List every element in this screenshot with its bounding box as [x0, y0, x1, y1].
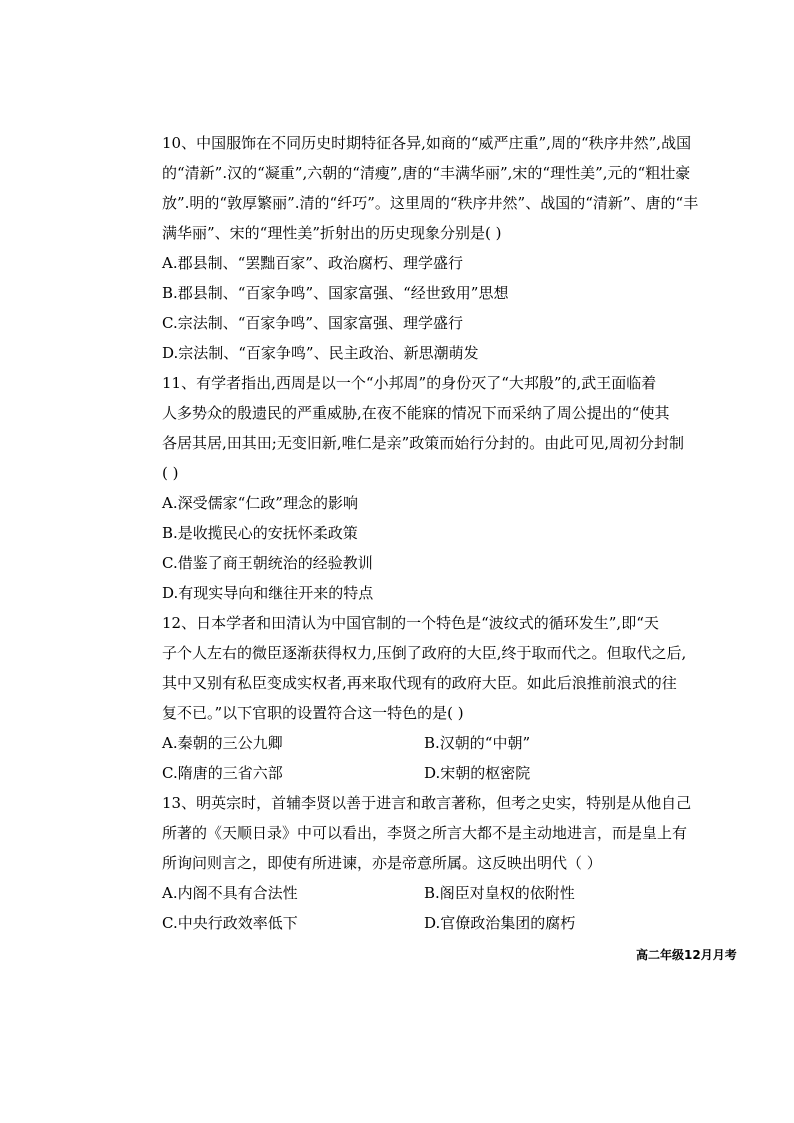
option-c: C.宗法制、“百家争鸣”、国家富强、理学盛行 [162, 314, 464, 332]
option-d: D.有现实导向和继往开来的特点 [162, 584, 374, 602]
question-stem-line: 放”.明的“敦厚繁丽”.清的“纤巧”。这里周的“秩序井然”、战国的“清新”、唐的“丰 [162, 194, 699, 212]
question-13 [162, 788, 722, 938]
option-d: D.宋朝的枢密院 [424, 764, 531, 782]
option-row [162, 908, 722, 938]
question-12 [162, 608, 722, 788]
question-stem-line: 13、明英宗时，首辅李贤以善于进言和敢言著称，但考之史实，特别是从他自己 [162, 794, 692, 812]
option-c: C.借鉴了商王朝统治的经验教训 [162, 554, 373, 572]
option-a: A.秦朝的三公九卿 [162, 734, 283, 752]
option-b: B.是收揽民心的安抚怀柔政策 [162, 524, 358, 542]
question-stem-line: 所询问则言之，即使有所进谏，亦是帝意所属。这反映出明代（ ） [162, 854, 602, 872]
question-stem-line: 满华丽”、宋的“理性美”折射出的历史现象分别是( ) [162, 224, 502, 242]
question-stem-line: 人多势众的殷遗民的严重威胁,在夜不能寐的情况下而采纳了周公提出的“使其 [162, 404, 670, 422]
option-a: A.内阁不具有合法性 [162, 884, 298, 902]
question-stem-line: 复不已。”以下官职的设置符合这一特色的是( ) [162, 704, 464, 722]
option-row [162, 758, 722, 788]
option-b: B.汉朝的“中朝” [424, 734, 531, 752]
question-stem-line: 所著的《天顺日录》中可以看出，李贤之所言大都不是主动地进言，而是皇上有 [162, 824, 688, 842]
option-c: C.隋唐的三省六部 [162, 764, 283, 782]
option-c: C.中央行政效率低下 [162, 914, 298, 932]
option-a: A.郡县制、“罢黜百家”、政治腐朽、理学盛行 [162, 254, 463, 272]
option-d: D.官僚政治集团的腐朽 [424, 914, 576, 932]
exam-content [162, 128, 722, 938]
question-stem-line: ( ) [162, 464, 179, 482]
question-stem-line: 子个人左右的微臣逐渐获得权力,压倒了政府的大臣,终于取而代之。但取代之后, [162, 644, 687, 662]
question-stem-line: 其中又别有私臣变成实权者,再来取代现有的政府大臣。如此后浪推前浪式的往 [162, 674, 677, 692]
option-row [162, 728, 722, 758]
question-stem-line: 的“清新”.汉的“凝重”,六朝的“清瘦”,唐的“丰满华丽”,宋的“理性美”,元的“粗壮豪 [162, 164, 691, 182]
question-10 [162, 128, 722, 368]
option-d: D.宗法制、“百家争鸣”、民主政治、新思潮萌发 [162, 344, 479, 362]
question-stem-line: 12、日本学者和田清认为中国官制的一个特色是“波纹式的循环发生”,即“天 [162, 614, 659, 632]
question-11 [162, 368, 722, 608]
question-stem-line: 11、有学者指出,西周是以一个“小邦周”的身份灭了“大邦殷”的,武王面临着 [162, 374, 657, 392]
option-row [162, 878, 722, 908]
question-stem-line: 各居其居,田其田;无变旧新,唯仁是亲”政策而始行分封的。由此可见,周初分封制 [162, 434, 685, 452]
page-footer: 高二年级12月月考 [636, 948, 737, 962]
question-stem-line: 10、中国服饰在不同历史时期特征各异,如商的“威严庄重”,周的“秩序井然”,战国 [162, 134, 692, 152]
option-b: B.阁臣对皇权的依附性 [424, 884, 575, 902]
option-b: B.郡县制、“百家争鸣”、国家富强、“经世致用”思想 [162, 284, 509, 302]
option-a: A.深受儒家“仁政”理念的影响 [162, 494, 358, 512]
